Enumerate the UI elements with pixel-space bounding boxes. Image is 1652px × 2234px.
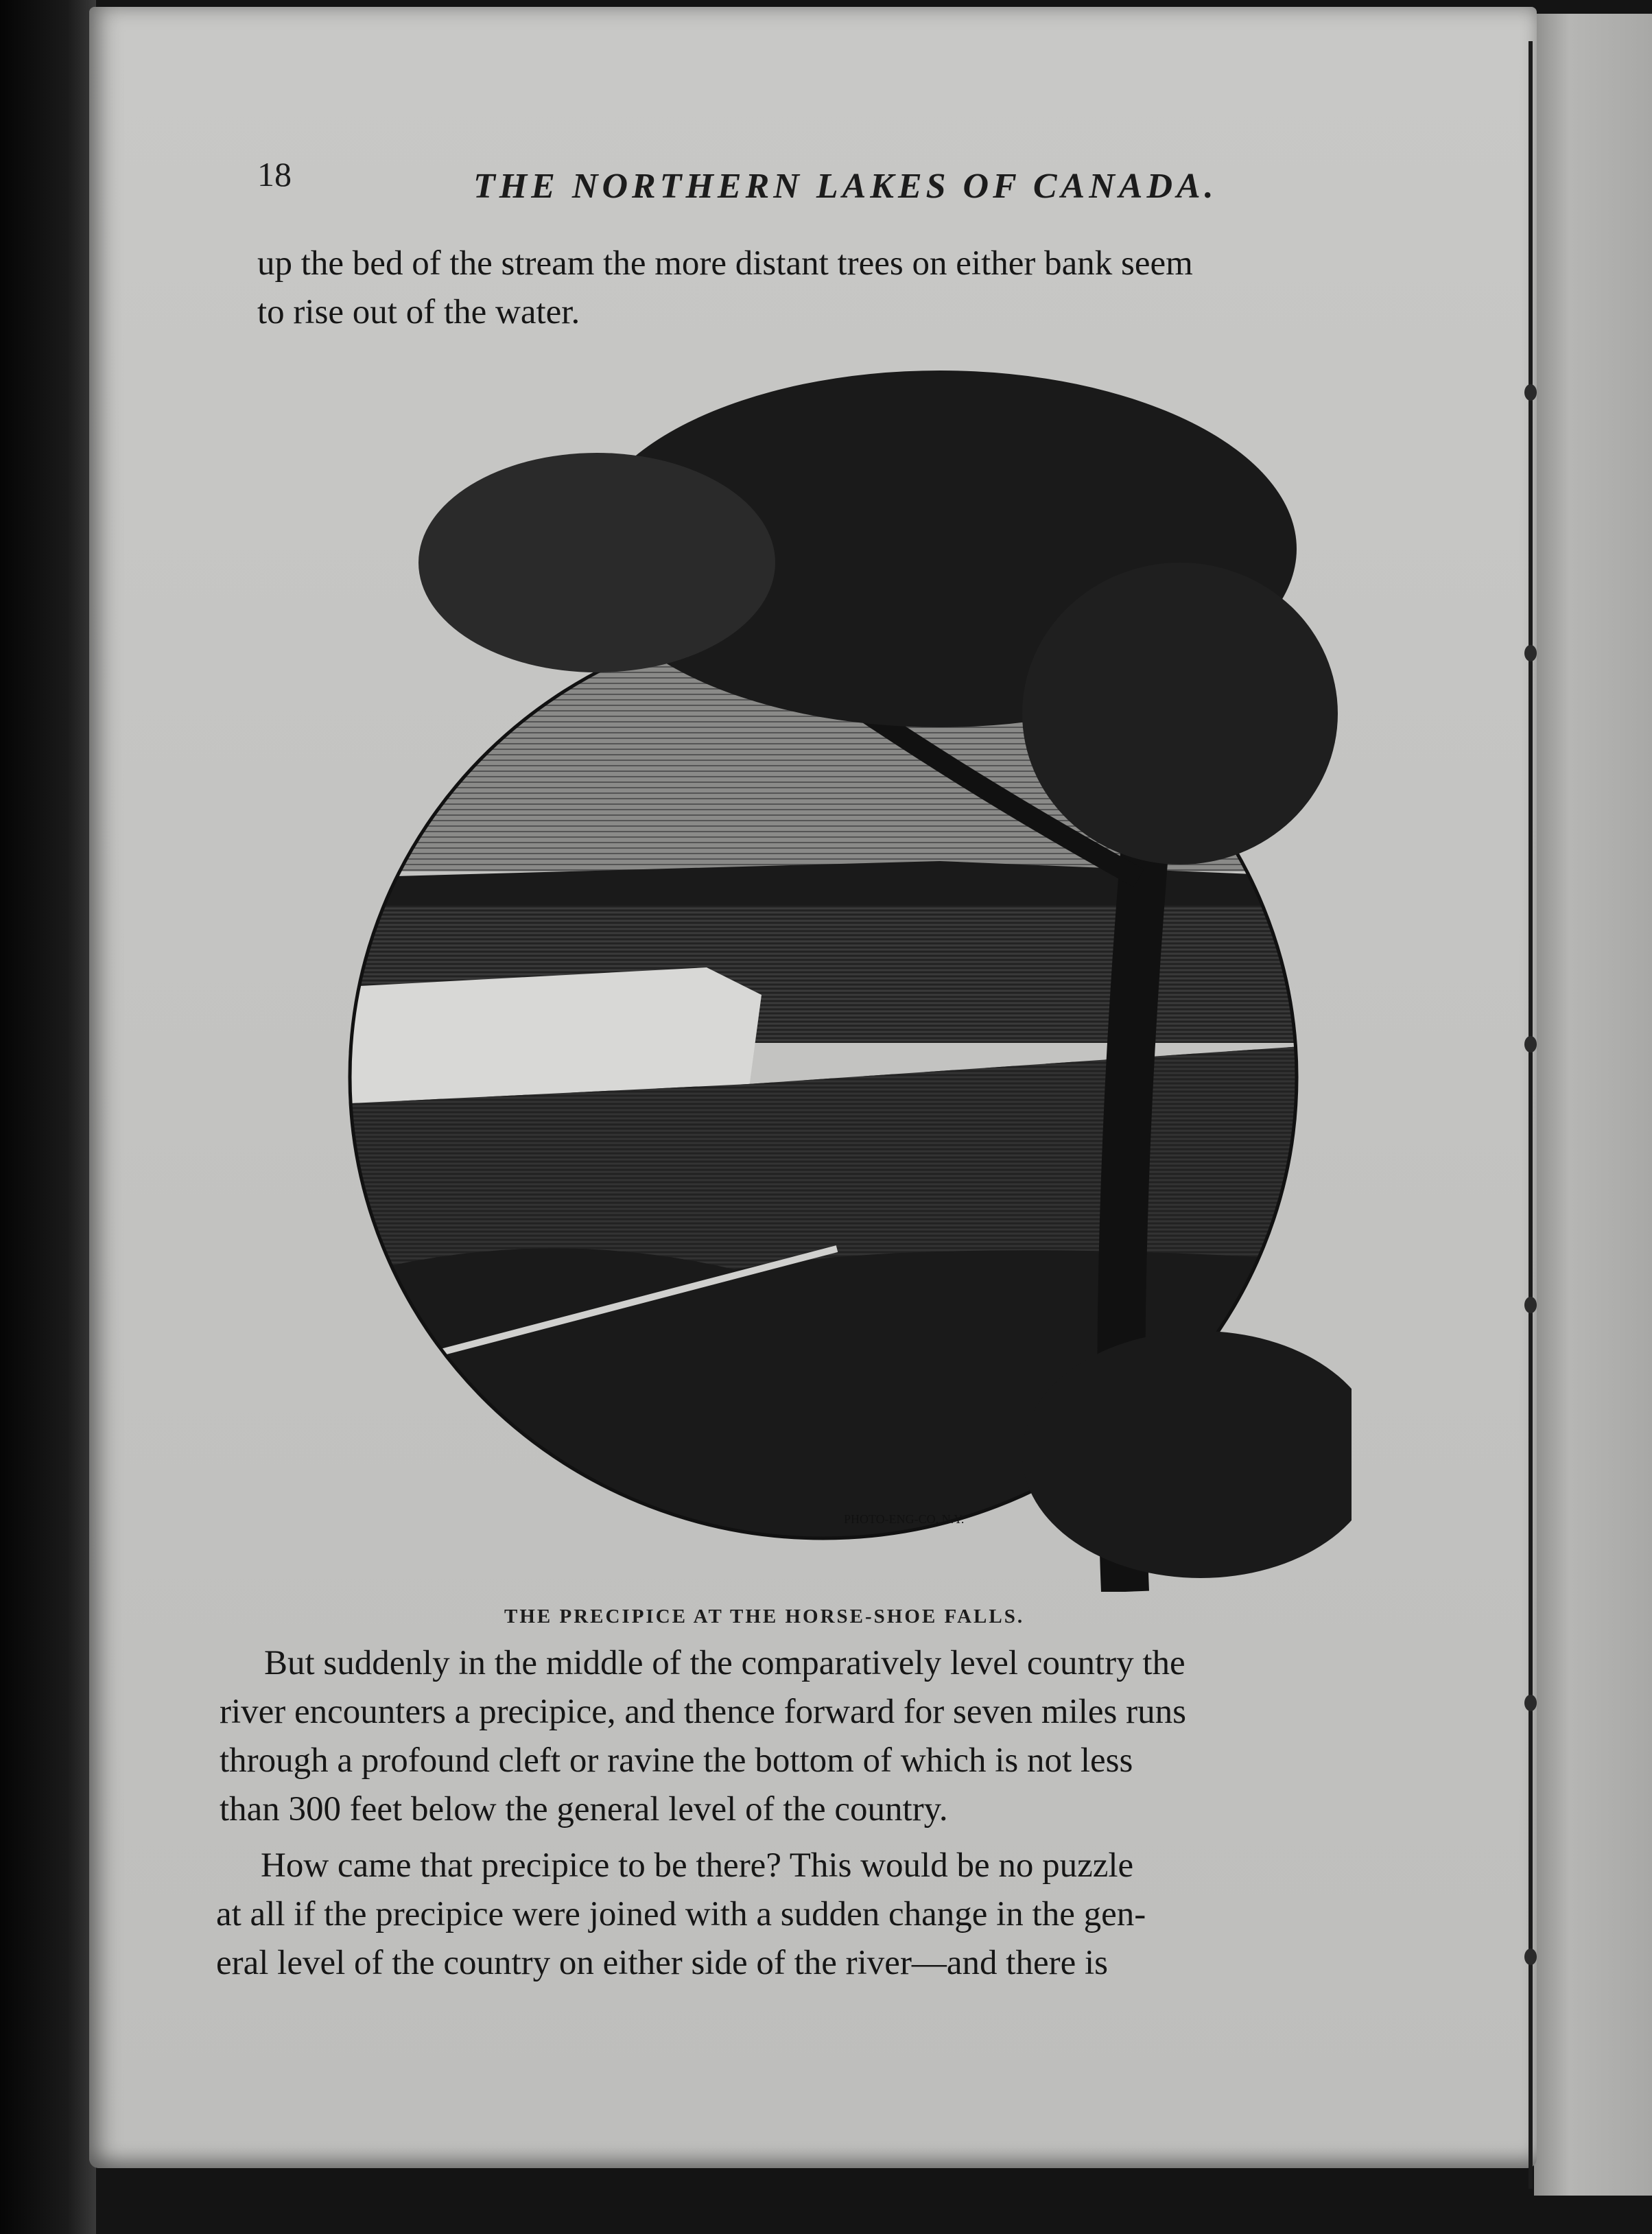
figure-caption: THE PRECIPICE AT THE HORSE-SHOE FALLS. [504, 1606, 1025, 1627]
text-line: river encounters a precipice, and thence forward for seven miles runs [220, 1693, 1186, 1731]
binding-stitch [1524, 1949, 1537, 1965]
engraving-illustration [322, 357, 1352, 1592]
text-line: at all if the precipice were joined with a sudden change in the gen- [216, 1895, 1146, 1933]
text-line: to rise out of the water. [257, 293, 580, 331]
binding-stitch [1524, 1036, 1537, 1053]
scan-left-edge [0, 0, 96, 2234]
facing-page-edge [1534, 14, 1652, 2196]
paragraph-1 [257, 244, 1424, 341]
running-head: THE NORTHERN LAKES OF CANADA. [473, 167, 1218, 206]
book-gutter [1529, 41, 1533, 2189]
engraver-mark: PHOTO-ENG-CO. N.Y. [844, 1512, 965, 1526]
text-line: eral level of the country on either side of the river—and there is [216, 1944, 1109, 1982]
text-line: How came that precipice to be there? This would be no puzzle [261, 1846, 1134, 1885]
paragraph-3 [216, 1846, 1389, 1992]
binding-stitch [1524, 384, 1537, 401]
text-line: than 300 feet below the general level of the country. [220, 1790, 948, 1829]
binding-stitch [1524, 1297, 1537, 1313]
text-line: up the bed of the stream the more distant trees on either bank seem [257, 244, 1193, 283]
binding-stitch [1524, 1695, 1537, 1711]
binding-stitch [1524, 645, 1537, 661]
page-number: 18 [257, 155, 292, 193]
text-line: through a profound cleft or ravine the bottom of which is not less [220, 1741, 1133, 1780]
text-line: But suddenly in the middle of the comparatively level country the [264, 1644, 1185, 1682]
paragraph-2 [220, 1643, 1393, 1838]
